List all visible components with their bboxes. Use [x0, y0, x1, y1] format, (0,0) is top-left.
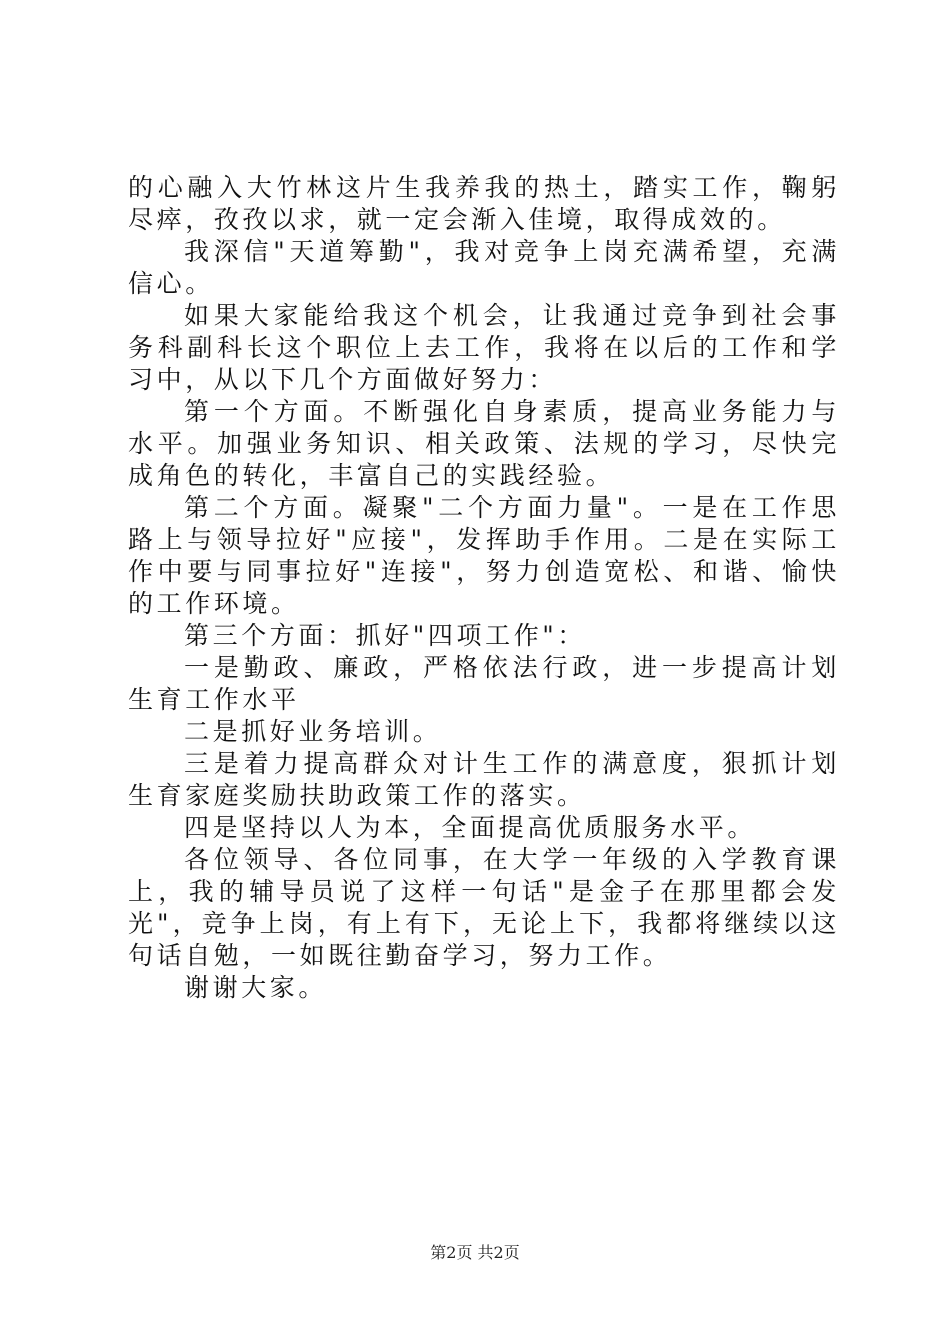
paragraph: 第一个方面。不断强化自身素质，提高业务能力与水平。加强业务知识、相关政策、法规的学习，尽快完成角色的转化，丰富自己的实践经验。	[128, 397, 840, 490]
paragraph: 谢谢大家。	[184, 973, 328, 1002]
paragraph: 第二个方面。凝聚"二个方面力量"。一是在工作思路上与领导拉好"应接"，发挥助手作用。二是在实际工作中要与同事拉好"连接"，努力创造宽松、和谐、愉快的工作环境。	[128, 493, 840, 618]
paragraph: 我深信"天道筹勤"，我对竞争上岗充满希望，充满信心。	[128, 237, 840, 298]
document-body	[128, 172, 840, 1004]
page-footer	[0, 1243, 950, 1263]
paragraph: 三是着力提高群众对计生工作的满意度，狠抓计划生育家庭奖励扶助政策工作的落实。	[128, 749, 840, 810]
paragraph: 二是抓好业务培训。	[184, 717, 442, 746]
paragraph: 第三个方面：抓好"四项工作"：	[184, 621, 586, 650]
paragraph: 四是坚持以人为本，全面提高优质服务水平。	[184, 813, 757, 842]
paragraph: 如果大家能给我这个机会，让我通过竞争到社会事务科副科长这个职位上去工作，我将在以后的工作和学习中，从以下几个方面做好努力：	[128, 301, 840, 394]
paragraph: 各位领导、各位同事，在大学一年级的入学教育课上，我的辅导员说了这样一句话"是金子在那里都会发光"，竞争上岗，有上有下，无论上下，我都将继续以这句话自勉，一如既往勤奋学习，努力工作。	[128, 845, 840, 970]
page-number-label: 第2页 共2页	[430, 1243, 520, 1262]
paragraph-continued: 的心融入大竹林这片生我养我的热土，踏实工作，鞠躬尽瘁，孜孜以求，就一定会渐入佳境，取得成效的。	[128, 173, 840, 234]
paragraph: 一是勤政、廉政，严格依法行政，进一步提高计划生育工作水平	[128, 653, 840, 714]
